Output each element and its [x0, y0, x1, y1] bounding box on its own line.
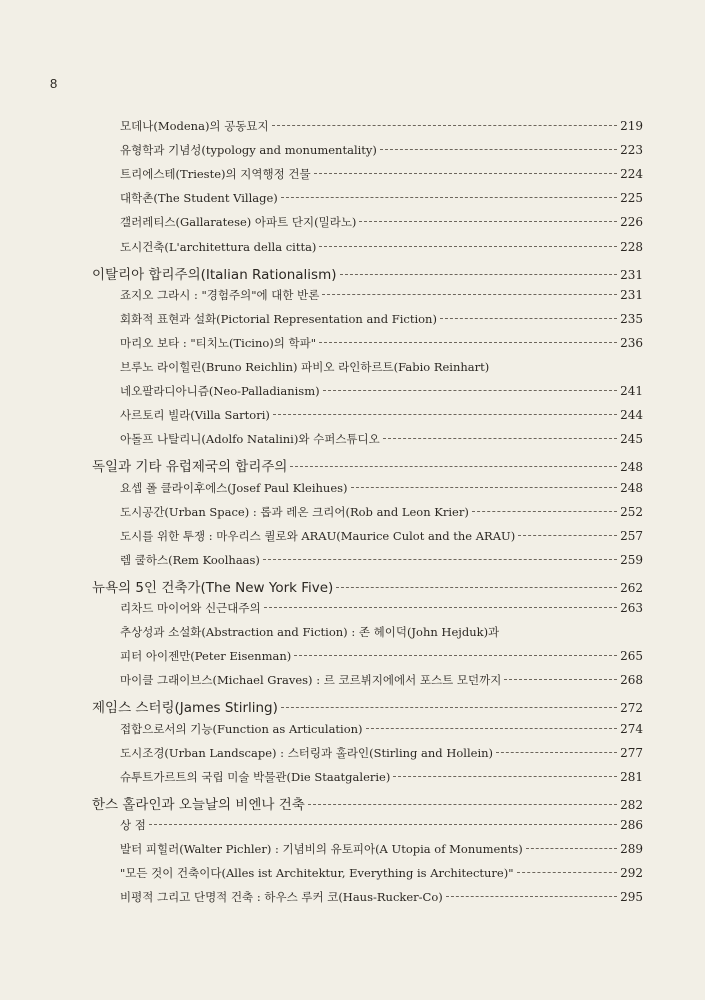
toc-entry-page: 289: [620, 842, 643, 856]
dot-leader: [294, 654, 617, 656]
toc-entry-title: 제임스 스터링(James Stirling): [92, 700, 278, 717]
toc-entry-row: [120, 214, 643, 230]
dot-leader: [504, 678, 617, 680]
toc-entry-page: 228: [620, 239, 643, 254]
toc-entry-row: [120, 190, 643, 206]
toc-entry-page: 277: [620, 745, 643, 760]
dot-leader: [359, 220, 617, 222]
dot-leader: [308, 803, 617, 805]
dot-leader: [281, 196, 617, 198]
toc-entry-row: [120, 359, 489, 375]
dot-leader: [340, 273, 618, 275]
toc-chapter-row: [92, 455, 643, 475]
toc-entry-page: 226: [620, 215, 643, 230]
toc-entry-row: [120, 841, 643, 857]
toc-entry-title: 비평적 그리고 단명적 건축 : 하우스 루커 코(Haus-Rucker-Co): [120, 890, 443, 905]
toc-entry-title: 도시건축(L'architettura della citta): [120, 239, 317, 254]
toc-entry-row: [120, 817, 643, 833]
dot-leader: [366, 727, 618, 729]
dot-leader: [290, 465, 617, 467]
toc-entry-title: 죠지오 그라시 : "경험주의"에 대한 반론: [120, 287, 320, 302]
dot-leader: [319, 341, 617, 343]
toc-entry-row: [120, 407, 643, 423]
dot-leader: [319, 245, 617, 247]
toc-entry-page: 281: [620, 769, 643, 784]
toc-entry-row: [120, 142, 643, 158]
toc-entry-row: [120, 383, 643, 399]
toc-entry-row: [120, 648, 643, 664]
dot-leader: [314, 172, 618, 174]
toc-entry-title: 피터 아이젠만(Peter Eisenman): [120, 649, 292, 664]
toc-entry-page: 286: [620, 817, 643, 832]
toc-entry-row: [120, 769, 643, 785]
toc-chapter-row: [92, 263, 643, 283]
toc-entry-row: [120, 335, 643, 351]
toc-entry-title: 슈투트가르트의 국립 미술 박물관(Die Staatgalerie): [120, 769, 391, 784]
toc-entry-row: [120, 118, 643, 134]
toc-entry-page: 225: [620, 191, 643, 206]
toc-entry-page: 231: [620, 267, 643, 282]
toc-entry-page: 231: [620, 287, 643, 302]
toc-entry-page: 282: [620, 797, 643, 812]
dot-leader: [472, 510, 617, 512]
toc-entry-title: 요셉 폴 클라이후에스(Josef Paul Kleihues): [120, 480, 348, 495]
dot-leader: [517, 871, 618, 873]
toc-entry-title: 접합으로서의 기능(Function as Articulation): [120, 721, 363, 736]
dot-leader: [323, 389, 617, 391]
toc-entry-title: 도시공간(Urban Space) : 롭과 레온 크리어(Rob and Leon Krier): [120, 504, 469, 519]
toc-entry-page: 219: [620, 119, 643, 133]
toc-entry-title: 갤러레티스(Gallaratese) 아파트 단지(밀라노): [120, 215, 357, 230]
dot-leader: [149, 823, 617, 825]
toc-entry-title: 추상성과 소설화(Abstraction and Fiction) : 존 헤이덕(John Hejduk)과: [120, 625, 500, 640]
toc-entry-title: 발터 피힐러(Walter Pichler) : 기념비의 유토피아(A Utopia of Monuments): [120, 842, 523, 856]
toc-entry-title: 모데나(Modena)의 공동묘지: [120, 119, 269, 133]
toc-entry-row: [120, 672, 643, 688]
toc-entry-title: 대학촌(The Student Village): [120, 191, 278, 206]
dot-leader: [322, 293, 617, 295]
toc-entry-page: 235: [620, 311, 643, 326]
toc-entry-row: [120, 624, 499, 640]
toc-entry-page: 248: [620, 460, 643, 475]
toc-entry-page: 245: [620, 432, 643, 447]
toc-entry-page: 272: [620, 701, 643, 716]
dot-leader: [383, 437, 617, 439]
toc-entry-title: 이탈리아 합리주의(Italian Rationalism): [92, 266, 337, 283]
toc-entry-title: 도시를 위한 투쟁 : 마우리스 퀼로와 ARAU(Maurice Culot and the ARAU): [120, 528, 516, 543]
toc-entry-page: 295: [620, 890, 643, 905]
dot-leader: [272, 124, 617, 126]
toc-entry-title: 리차드 마이어와 신근대주의: [120, 601, 261, 615]
toc-entry-title: "모든 것이 건축이다(Alles ist Architektur, Everything is Architecture)": [120, 866, 514, 881]
toc-entry-title: 유형학과 기념성(typology and monumentality): [120, 143, 377, 158]
toc-entry-row: [120, 528, 643, 544]
toc-entry-row: [120, 889, 643, 905]
toc-entry-row: [120, 552, 643, 568]
page-number: 8: [50, 76, 58, 91]
toc-entry-page: 263: [620, 601, 643, 615]
toc-entry-title: 사르토리 빌라(Villa Sartori): [120, 408, 270, 423]
toc-entry-page: 252: [620, 504, 643, 519]
toc-entry-title: 뉴욕의 5인 건축가(The New York Five): [92, 579, 334, 596]
dot-leader: [273, 413, 617, 415]
toc-entry-title: 도시조경(Urban Landscape) : 스터링과 홀라인(Stirling and Hollein): [120, 745, 494, 760]
toc-entry-title: 아돌프 나탈리니(Adolfo Natalini)와 수퍼스튜디오: [120, 432, 380, 447]
toc-entry-page: 268: [620, 673, 643, 688]
toc-entry-title: 독일과 기타 유럽제국의 합리주의: [92, 459, 288, 476]
toc-entry-title: 네오팔라디아니즘(Neo-Palladianism): [120, 384, 320, 399]
toc-entry-title: 마리오 보타 : "티치노(Ticino)의 학파": [120, 335, 317, 350]
toc-entry-row: [120, 865, 643, 881]
toc-entry-title: 브루노 라이힐린(Bruno Reichlin) 파비오 라인하르트(Fabio Reinhart): [120, 360, 490, 374]
dot-leader: [440, 317, 617, 319]
toc-entry-title: 마이클 그래이브스(Michael Graves) : 르 코르뷔지에에서 포스트 모던까지: [120, 673, 502, 688]
toc-chapter-row: [92, 696, 643, 716]
dot-leader: [526, 847, 617, 849]
toc-entry-title: 트리에스테(Trieste)의 지역행정 건물: [120, 167, 311, 182]
toc-entry-page: 274: [620, 721, 643, 736]
toc-entry-title: 회화적 표현과 설화(Pictorial Representation and Fiction): [120, 311, 437, 326]
toc-entry-page: 292: [620, 866, 643, 881]
toc-entry-row: [120, 480, 643, 496]
toc-entry-title: 렘 쿨하스(Rem Koolhaas): [120, 552, 260, 567]
toc-entry-row: [120, 239, 643, 255]
toc-entry-title: 상 점: [120, 817, 146, 832]
toc-entry-page: 244: [620, 408, 643, 423]
toc-entry-row: [120, 166, 643, 182]
toc-entry-page: 224: [620, 167, 643, 182]
toc-entry-page: 257: [620, 528, 643, 543]
dot-leader: [281, 706, 617, 708]
toc-entry-page: 236: [620, 335, 643, 350]
dot-leader: [380, 148, 617, 150]
toc-entry-page: 248: [620, 480, 643, 495]
toc-entry-page: 223: [620, 143, 643, 158]
toc-chapter-row: [92, 576, 643, 596]
toc-entry-page: 265: [620, 649, 643, 664]
dot-leader: [446, 895, 617, 897]
dot-leader: [336, 586, 617, 588]
dot-leader: [351, 486, 618, 488]
toc-entry-page: 259: [620, 552, 643, 567]
toc-entry-row: [120, 311, 643, 327]
toc-entry-row: [120, 600, 643, 616]
dot-leader: [393, 775, 617, 777]
toc-entry-row: [120, 721, 643, 737]
toc-entry-page: 262: [620, 580, 643, 595]
toc-entry-row: [120, 504, 643, 520]
dot-leader: [496, 751, 617, 753]
dot-leader: [518, 534, 617, 536]
toc-entry-row: [120, 431, 643, 447]
toc-entry-row: [120, 745, 643, 761]
dot-leader: [264, 606, 617, 608]
toc-entry-row: [120, 287, 643, 303]
dot-leader: [263, 558, 617, 560]
toc-entry-title: 한스 홀라인과 오늘날의 비엔나 건축: [92, 796, 305, 813]
toc-chapter-row: [92, 793, 643, 813]
toc-entry-page: 241: [620, 384, 643, 399]
